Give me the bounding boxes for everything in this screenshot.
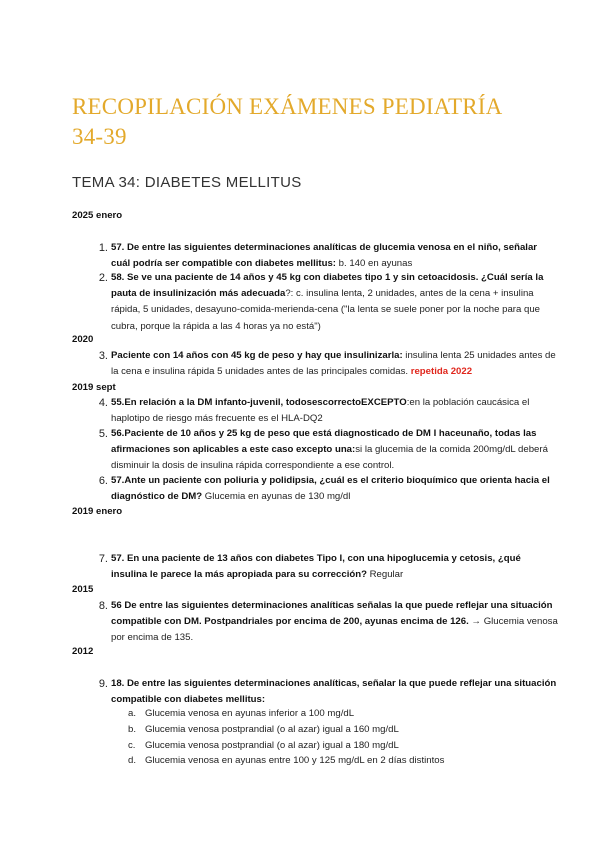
question-item — [88, 240, 558, 272]
question-number: 8. — [98, 600, 108, 612]
question-text: 55.En relación a la DM infanto-juvenil, todosescorrectoEXCEPTO — [111, 397, 407, 408]
option-item — [128, 738, 548, 754]
question-text: 57.Ante un paciente con poliuria y polidipsia, ¿cuál es el criterio bioquímico que orienta hacia el diagnóstico de DM? — [111, 475, 550, 503]
question-text: 56.Paciente de 10 años y 25 kg de peso que está diagnosticado de DM I haceunaño, todas las afirmaciones son aplicables a este caso excepto una: — [111, 428, 537, 456]
answer-text: → Glucemia venosa por encima de 135. — [111, 616, 558, 644]
question-number: 3. — [98, 350, 108, 362]
document-title-line2: 34-39 — [72, 124, 127, 149]
year-label: 2025 enero — [72, 210, 123, 221]
question-text: 57. De entre las siguientes determinaciones analíticas de glucemia venosa en el niño, señalar cuál podría ser compatible con diabetes mellitus: — [111, 242, 538, 270]
option-text: Glucemia venosa en ayunas entre 100 y 125 mg/dL en 2 días distintos — [145, 755, 445, 767]
year-label: 2020 — [72, 334, 94, 345]
answer-text: b. 140 en ayunas — [335, 258, 413, 270]
options-list — [128, 706, 548, 769]
option-letter: d. — [128, 755, 137, 767]
option-text: Glucemia venosa postprandial (o al azar) igual a 160 mg/dL — [145, 723, 399, 735]
option-item — [128, 753, 548, 769]
question-number: 2. — [98, 272, 108, 284]
answer-text: :en la población caucásica el haplotipo de riesgo más frecuente es el HLA-DQ2 — [111, 397, 530, 425]
question-item — [88, 676, 558, 708]
question-item — [88, 598, 558, 647]
year-label: 2019 enero — [72, 506, 123, 517]
question-number: 1. — [98, 242, 108, 254]
question-text: 58. Se ve una paciente de 14 años y 45 kg con diabetes tipo 1 y sin cetoacidosis. ¿Cuál sería la pauta de insulinización más adecuada — [111, 272, 544, 300]
answer-text: si la glucemia de la comida 200mg/dL deberá disminuir la dosis de insulina rápida correspondiente a ese control. — [111, 444, 548, 472]
question-item — [88, 270, 558, 335]
question-number: 5. — [98, 428, 108, 440]
document-title-line1: RECOPILACIÓN EXÁMENES PEDIATRÍA — [72, 94, 503, 119]
answer-text: insulina lenta 25 unidades antes de la cena e insulina rápida 5 unidades antes de las principales comidas. — [111, 350, 556, 378]
question-text: 56 De entre las siguientes determinaciones analíticas señalas la que puede reflejar una situación compatible con DM. Postpandriales por encima de 200, ayunas encima de 126. — [111, 600, 553, 628]
option-text: Glucemia venosa postprandial (o al azar) igual a 180 mg/dL — [145, 739, 399, 751]
question-text: 18. De entre las siguientes determinaciones analíticas, señalar la que puede reflejar una situación compatible con diabetes mellitus: — [111, 678, 557, 706]
year-label: 2015 — [72, 584, 94, 595]
option-letter: b. — [128, 723, 137, 735]
answer-text: ?: c. insulina lenta, 2 unidades, antes de la cena + insulina rápida, 5 unidades, desayuno-comida-merienda-cena ("la lenta se suele poner por la noche para que cubra, porque la rápida a las 4 horas ya no está") — [111, 288, 541, 332]
answer-text: Regular — [366, 569, 404, 581]
repeated-tag: repetida 2022 — [410, 366, 473, 378]
question-number: 6. — [98, 475, 108, 487]
question-number: 4. — [98, 397, 108, 409]
question-number: 7. — [98, 553, 108, 565]
question-number: 9. — [98, 678, 108, 690]
year-label: 2019 sept — [72, 382, 116, 393]
question-item — [88, 551, 558, 583]
question-item — [88, 395, 558, 427]
option-letter: c. — [128, 739, 136, 751]
document-title — [72, 92, 542, 152]
question-item — [88, 348, 558, 380]
option-item — [128, 706, 548, 722]
option-text: Glucemia venosa en ayunas inferior a 100 mg/dL — [145, 708, 355, 719]
question-item — [88, 426, 558, 475]
question-text: 57. En una paciente de 13 años con diabetes Tipo I, con una hipoglucemia y cetosis, ¿qué insulina le parece la más apropiada para su corrección? — [111, 553, 521, 581]
question-text: Paciente con 14 años con 45 kg de peso y hay que insulinizarla: — [111, 350, 403, 361]
answer-text: Glucemia en ayunas de 130 mg/dl — [202, 491, 351, 503]
option-item — [128, 722, 548, 738]
question-item — [88, 473, 558, 505]
year-label: 2012 — [72, 646, 94, 657]
option-letter: a. — [128, 708, 137, 719]
section-heading: TEMA 34: DIABETES MELLITUS — [72, 174, 302, 191]
